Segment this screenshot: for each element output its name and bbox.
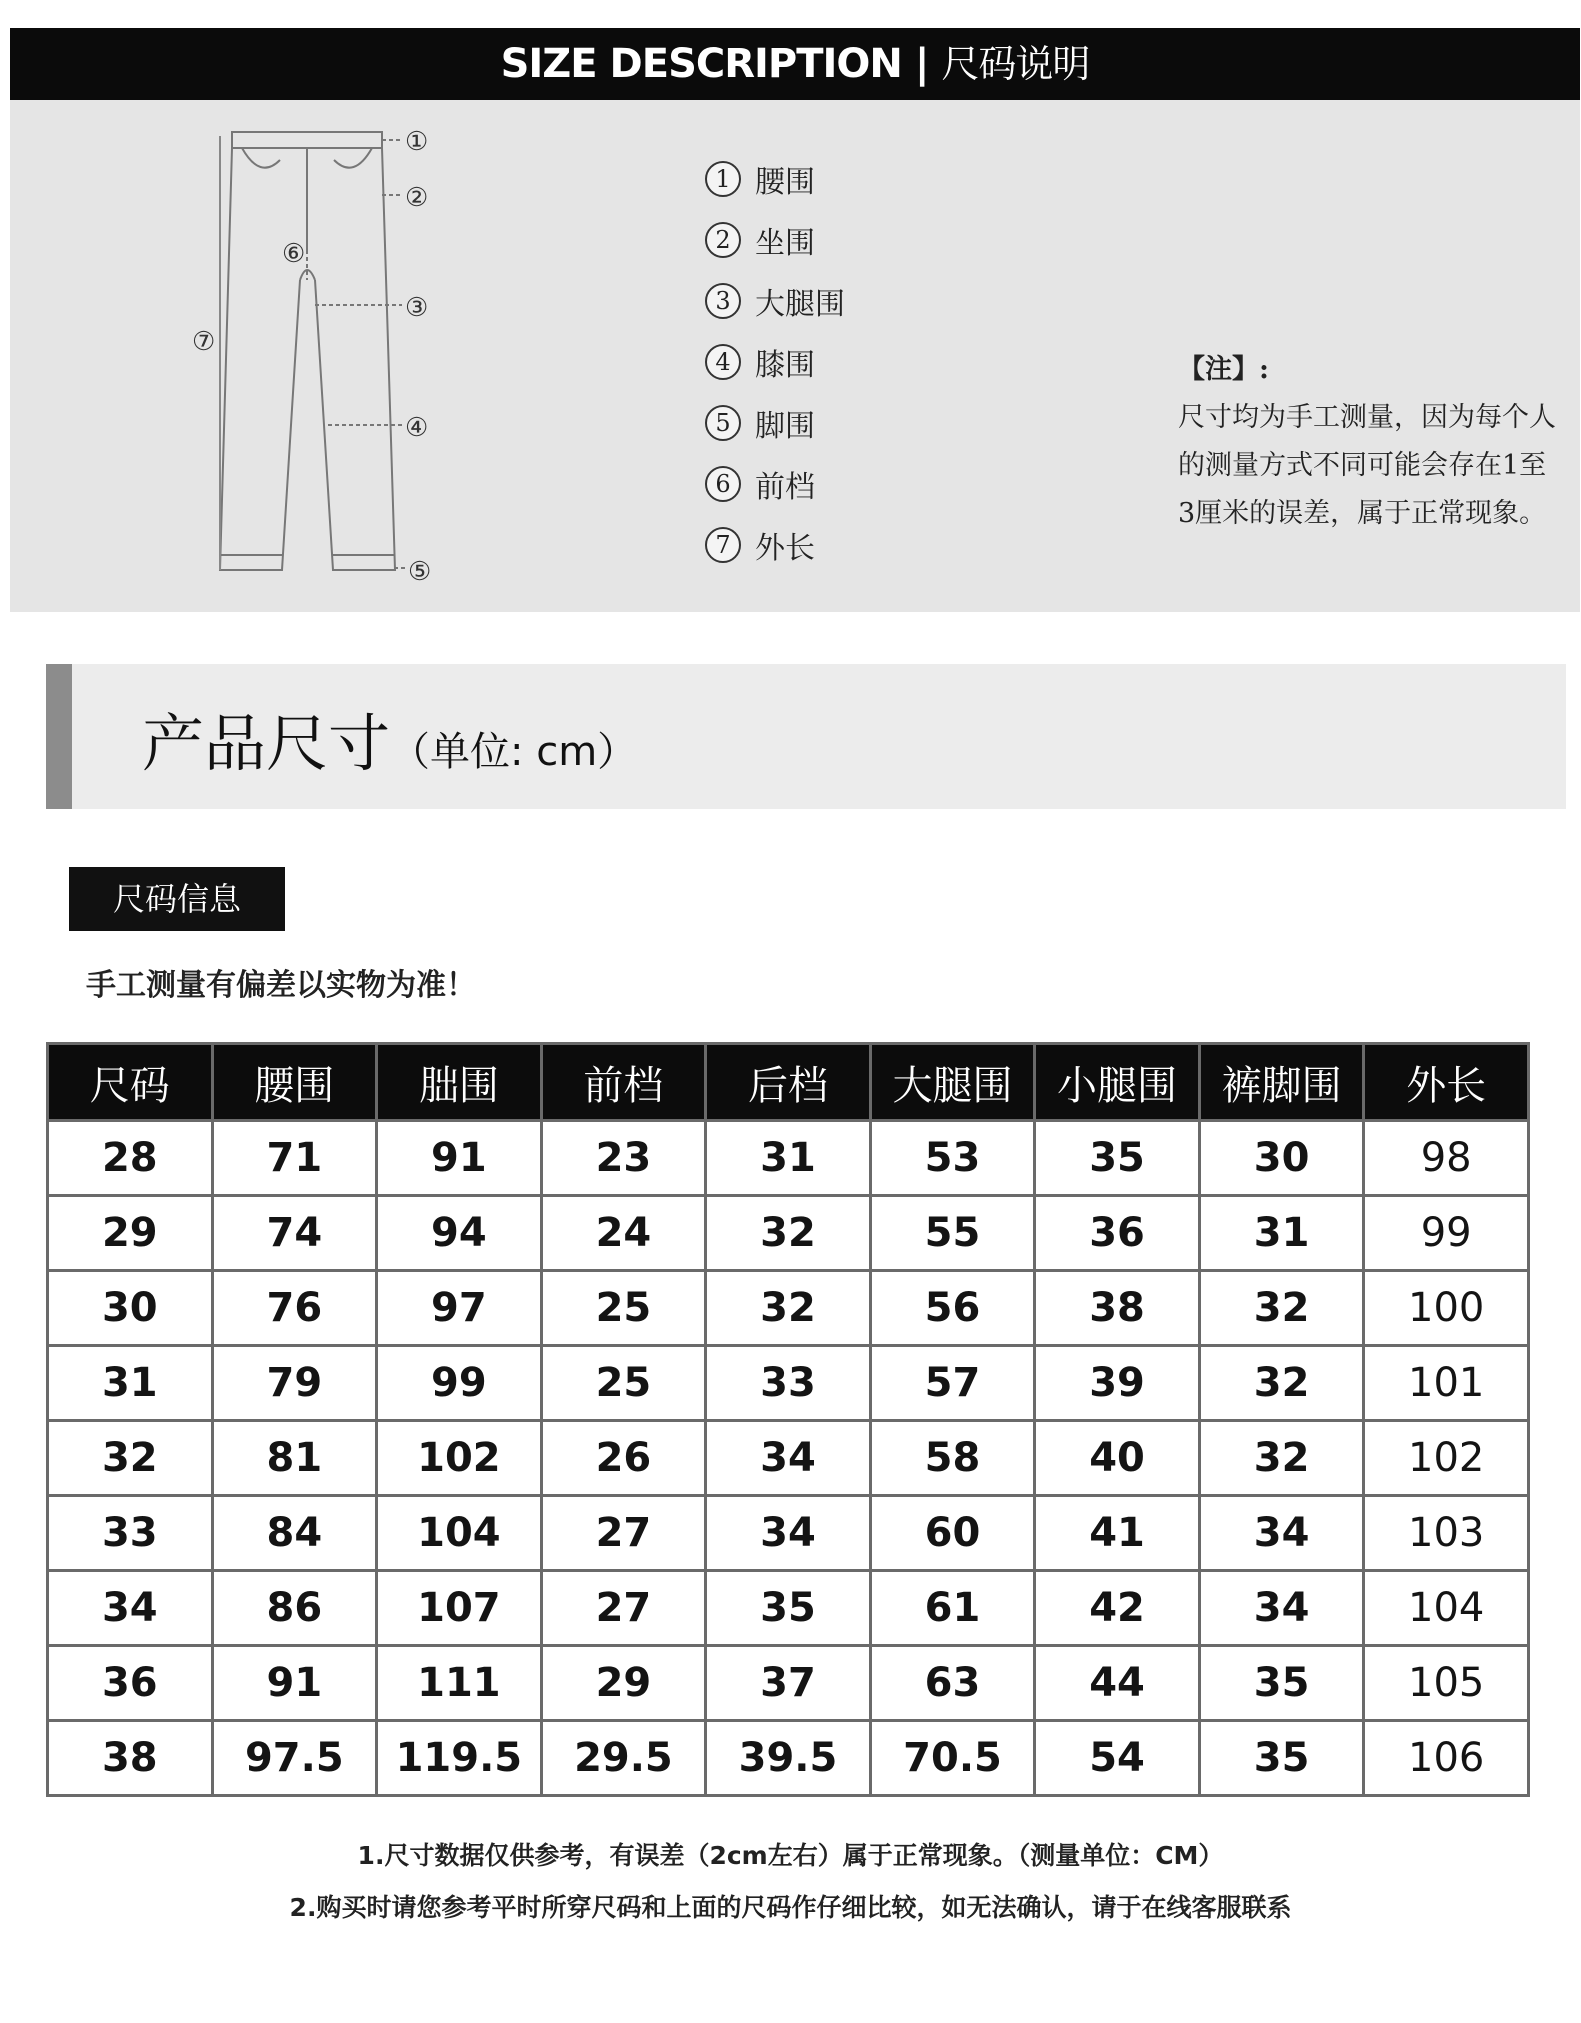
legend-number: 6 — [705, 466, 741, 502]
table-cell: 35 — [1199, 1646, 1364, 1721]
banner-title-en: SIZE DESCRIPTION — [500, 41, 902, 87]
footnotes — [0, 1830, 1581, 1934]
table-cell: 81 — [212, 1421, 377, 1496]
table-cell: 34 — [706, 1496, 871, 1571]
legend-item — [705, 209, 1005, 270]
table-cell: 91 — [212, 1646, 377, 1721]
table-cell: 57 — [870, 1346, 1035, 1421]
legend-number: 4 — [705, 344, 741, 380]
footnote-2: 2.购买时请您参考平时所穿尺码和上面的尺码作仔细比较，如无法确认，请于在线客服联系 — [289, 1893, 1292, 1922]
table-cell: 41 — [1035, 1496, 1200, 1571]
table-cell: 29.5 — [541, 1721, 706, 1796]
column-header: 大腿围 — [870, 1044, 1035, 1121]
table-cell: 76 — [212, 1271, 377, 1346]
table-cell: 27 — [541, 1571, 706, 1646]
table-cell: 32 — [1199, 1346, 1364, 1421]
table-cell: 70.5 — [870, 1721, 1035, 1796]
legend-item — [705, 392, 1005, 453]
legend-number: 1 — [705, 161, 741, 197]
table-cell: 36 — [48, 1646, 213, 1721]
legend-label: 腰围 — [755, 164, 815, 200]
legend-label: 坐围 — [755, 225, 815, 261]
table-row — [48, 1121, 1529, 1196]
banner-separator: | — [914, 41, 929, 87]
legend-number: 3 — [705, 283, 741, 319]
table-cell: 36 — [1035, 1196, 1200, 1271]
table-cell: 104 — [1364, 1571, 1529, 1646]
table-cell: 31 — [706, 1121, 871, 1196]
pants-pocket-left — [242, 148, 280, 168]
table-cell: 94 — [377, 1196, 542, 1271]
table-cell: 33 — [48, 1496, 213, 1571]
column-header: 后档 — [706, 1044, 871, 1121]
diagram-label-5: ⑤ — [408, 557, 432, 587]
table-body — [48, 1121, 1529, 1796]
table-cell: 37 — [706, 1646, 871, 1721]
table-cell: 33 — [706, 1346, 871, 1421]
table-cell: 30 — [1199, 1121, 1364, 1196]
legend-item — [705, 270, 1005, 331]
table-cell: 111 — [377, 1646, 542, 1721]
table-cell: 29 — [48, 1196, 213, 1271]
size-description-banner — [10, 28, 1580, 100]
note-title: 【注】: — [1178, 354, 1269, 385]
measurement-legend — [705, 148, 1005, 575]
table-cell: 42 — [1035, 1571, 1200, 1646]
table-cell: 35 — [706, 1571, 871, 1646]
table-cell: 79 — [212, 1346, 377, 1421]
table-cell: 99 — [1364, 1196, 1529, 1271]
table-cell: 26 — [541, 1421, 706, 1496]
table-cell: 84 — [212, 1496, 377, 1571]
diagram-label-1: ① — [405, 127, 429, 157]
table-cell: 40 — [1035, 1421, 1200, 1496]
column-header: 朏围 — [377, 1044, 542, 1121]
table-cell: 24 — [541, 1196, 706, 1271]
table-cell: 44 — [1035, 1646, 1200, 1721]
column-header: 裤脚围 — [1199, 1044, 1364, 1121]
table-row — [48, 1496, 1529, 1571]
measurement-note — [1178, 346, 1558, 538]
table-cell: 56 — [870, 1271, 1035, 1346]
table-cell: 106 — [1364, 1721, 1529, 1796]
legend-label: 膝围 — [755, 347, 815, 383]
table-row — [48, 1346, 1529, 1421]
legend-label: 大腿围 — [755, 286, 845, 322]
size-table — [46, 1042, 1530, 1797]
section-title-wrap — [142, 694, 637, 783]
pants-right-leg — [315, 148, 395, 570]
table-cell: 58 — [870, 1421, 1035, 1496]
table-cell: 30 — [48, 1271, 213, 1346]
table-cell: 97.5 — [212, 1721, 377, 1796]
legend-number: 7 — [705, 527, 741, 563]
table-cell: 38 — [1035, 1271, 1200, 1346]
table-cell: 98 — [1364, 1121, 1529, 1196]
table-cell: 38 — [48, 1721, 213, 1796]
table-cell: 25 — [541, 1346, 706, 1421]
table-cell: 102 — [377, 1421, 542, 1496]
table-row — [48, 1721, 1529, 1796]
diagram-label-4: ④ — [405, 413, 429, 443]
table-cell: 25 — [541, 1271, 706, 1346]
table-cell: 34 — [706, 1421, 871, 1496]
table-cell: 31 — [48, 1346, 213, 1421]
diagram-label-7: ⑦ — [192, 327, 216, 357]
legend-item — [705, 453, 1005, 514]
legend-label: 前档 — [755, 469, 815, 505]
table-cell: 101 — [1364, 1346, 1529, 1421]
table-cell: 32 — [706, 1196, 871, 1271]
table-cell: 39.5 — [706, 1721, 871, 1796]
pants-left-leg — [220, 148, 300, 570]
diagram-label-6: ⑥ — [282, 239, 306, 269]
table-cell: 34 — [48, 1571, 213, 1646]
pants-waistband — [232, 132, 382, 148]
column-header: 腰围 — [212, 1044, 377, 1121]
legend-item — [705, 331, 1005, 392]
table-cell: 105 — [1364, 1646, 1529, 1721]
column-header: 小腿围 — [1035, 1044, 1200, 1121]
table-row — [48, 1571, 1529, 1646]
table-header-row — [48, 1044, 1529, 1121]
legend-number: 5 — [705, 405, 741, 441]
table-cell: 71 — [212, 1121, 377, 1196]
pants-diagram — [10, 100, 460, 612]
table-cell: 91 — [377, 1121, 542, 1196]
legend-item — [705, 148, 1005, 209]
table-cell: 102 — [1364, 1421, 1529, 1496]
legend-item — [705, 514, 1005, 575]
table-cell: 61 — [870, 1571, 1035, 1646]
footnote-1: 1.尺寸数据仅供参考，有误差（2cm左右）属于正常现象。（测量单位：CM） — [357, 1841, 1224, 1870]
table-row — [48, 1196, 1529, 1271]
section-unit: （单位: cm） — [390, 729, 638, 775]
table-cell: 32 — [1199, 1271, 1364, 1346]
table-cell: 34 — [1199, 1496, 1364, 1571]
table-cell: 54 — [1035, 1721, 1200, 1796]
table-cell: 28 — [48, 1121, 213, 1196]
table-cell: 99 — [377, 1346, 542, 1421]
legend-number: 2 — [705, 222, 741, 258]
table-cell: 103 — [1364, 1496, 1529, 1571]
size-info-tag: 尺码信息 — [69, 867, 285, 931]
table-cell: 74 — [212, 1196, 377, 1271]
table-cell: 63 — [870, 1646, 1035, 1721]
pants-pocket-right — [334, 148, 372, 168]
table-row — [48, 1271, 1529, 1346]
product-size-section-header — [46, 664, 1566, 809]
table-cell: 32 — [48, 1421, 213, 1496]
table-cell: 35 — [1199, 1721, 1364, 1796]
column-header: 前档 — [541, 1044, 706, 1121]
table-cell: 31 — [1199, 1196, 1364, 1271]
diagram-label-2: ② — [405, 183, 429, 213]
table-cell: 107 — [377, 1571, 542, 1646]
column-header: 外长 — [1364, 1044, 1529, 1121]
column-header: 尺码 — [48, 1044, 213, 1121]
measurement-disclaimer: 手工测量有偏差以实物为准！ — [86, 968, 476, 1003]
table-cell: 34 — [1199, 1571, 1364, 1646]
diagram-label-3: ③ — [405, 293, 429, 323]
legend-label: 脚围 — [755, 408, 815, 444]
table-cell: 53 — [870, 1121, 1035, 1196]
table-cell: 55 — [870, 1196, 1035, 1271]
table-cell: 100 — [1364, 1271, 1529, 1346]
banner-title-cn: 尺码说明 — [941, 42, 1090, 86]
table-cell: 29 — [541, 1646, 706, 1721]
table-cell: 35 — [1035, 1121, 1200, 1196]
table-cell: 104 — [377, 1496, 542, 1571]
table-cell: 86 — [212, 1571, 377, 1646]
table-cell: 97 — [377, 1271, 542, 1346]
legend-label: 外长 — [755, 530, 815, 566]
table-cell: 39 — [1035, 1346, 1200, 1421]
table-cell: 32 — [706, 1271, 871, 1346]
section-title: 产品尺寸 — [142, 707, 391, 780]
table-cell: 23 — [541, 1121, 706, 1196]
table-row — [48, 1421, 1529, 1496]
table-cell: 60 — [870, 1496, 1035, 1571]
table-row — [48, 1646, 1529, 1721]
table-cell: 119.5 — [377, 1721, 542, 1796]
note-text: 尺寸均为手工测量，因为每个人的测量方式不同可能会存在1至3厘米的误差，属于正常现象。 — [1178, 402, 1556, 529]
table-cell: 27 — [541, 1496, 706, 1571]
table-cell: 32 — [1199, 1421, 1364, 1496]
